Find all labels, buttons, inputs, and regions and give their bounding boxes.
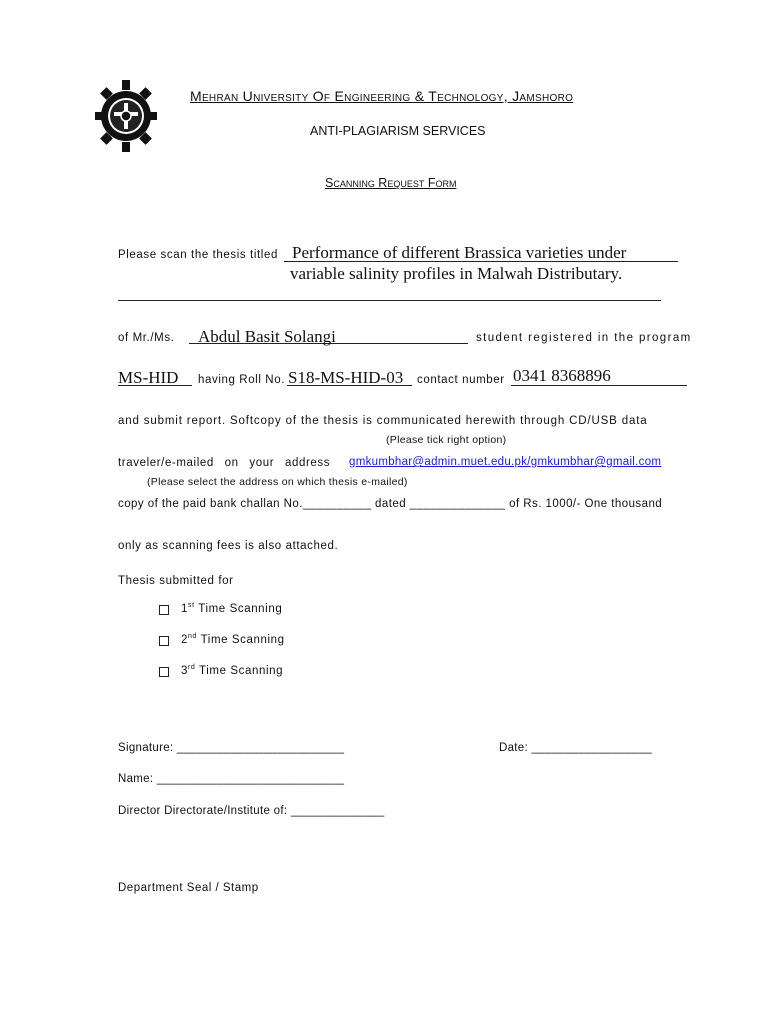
option-label: Time Scanning [200,633,285,646]
option-label: Time Scanning [199,664,284,677]
scan-prefix: Please scan the thesis titled [118,249,278,261]
option-label: Time Scanning [198,602,283,615]
university-logo [94,79,158,153]
select-note: (Please select the address on which thesis e-mailed) [147,476,408,488]
signature-field[interactable]: Signature: _________________________ [118,742,345,754]
email-address-link[interactable]: gmkumbhar@admin.muet.edu.pk/gmkumbhar@gmail.com [349,456,662,468]
third-time-option [181,664,283,677]
roll-label: having Roll No. [198,374,285,386]
roll-no-field[interactable]: S18-MS-HID-03 [288,368,404,387]
registered-text: student registered in the program [476,332,692,344]
department-seal-label: Department Seal / Stamp [118,882,259,894]
thesis-title-line2[interactable]: variable salinity profiles in Malwah Distributary. [290,264,623,283]
option-suffix: rd [188,664,196,671]
option-number: 1 [181,602,188,615]
director-field[interactable]: Director Directorate/Institute of: ______________ [118,805,385,817]
university-name: Mehran University Of Engineering & Technology, Jamshoro [190,88,574,104]
second-time-option [181,633,285,646]
submitted-for-label: Thesis submitted for [118,575,234,587]
third-time-checkbox[interactable] [159,667,169,677]
challan-text: copy of the paid bank challan No.__________ dated ______________ of Rs. 1000/- One thousand [118,498,663,510]
name-field[interactable]: Name: ____________________________ [118,773,345,785]
thesis-title-line1[interactable]: Performance of different Brassica varieties under [292,243,627,262]
of-label: of Mr./Ms. [118,332,175,344]
student-name-field[interactable]: Abdul Basit Solangi [198,327,336,346]
program-field[interactable]: MS-HID [118,368,179,387]
date-field[interactable]: Date: __________________ [499,742,653,754]
traveler-text: traveler/e-mailed on your address [118,457,331,469]
submit-text: and submit report. Softcopy of the thesis is communicated herewith through CD/USB data [118,415,648,427]
tick-note: (Please tick right option) [386,434,507,446]
title-underline-2 [118,300,661,301]
option-number: 3 [181,664,188,677]
first-time-option [181,602,282,615]
option-number: 2 [181,633,188,646]
option-suffix: st [188,602,195,609]
contact-label: contact number [417,374,505,386]
second-time-checkbox[interactable] [159,636,169,646]
option-suffix: nd [188,633,197,640]
form-title: Scanning Request Form [325,176,457,190]
fees-text: only as scanning fees is also attached. [118,540,339,552]
contact-number-field[interactable]: 0341 8368896 [513,366,611,385]
gear-emblem-icon [94,79,158,153]
service-title: ANTI-PLAGIARISM SERVICES [310,124,486,138]
first-time-checkbox[interactable] [159,605,169,615]
